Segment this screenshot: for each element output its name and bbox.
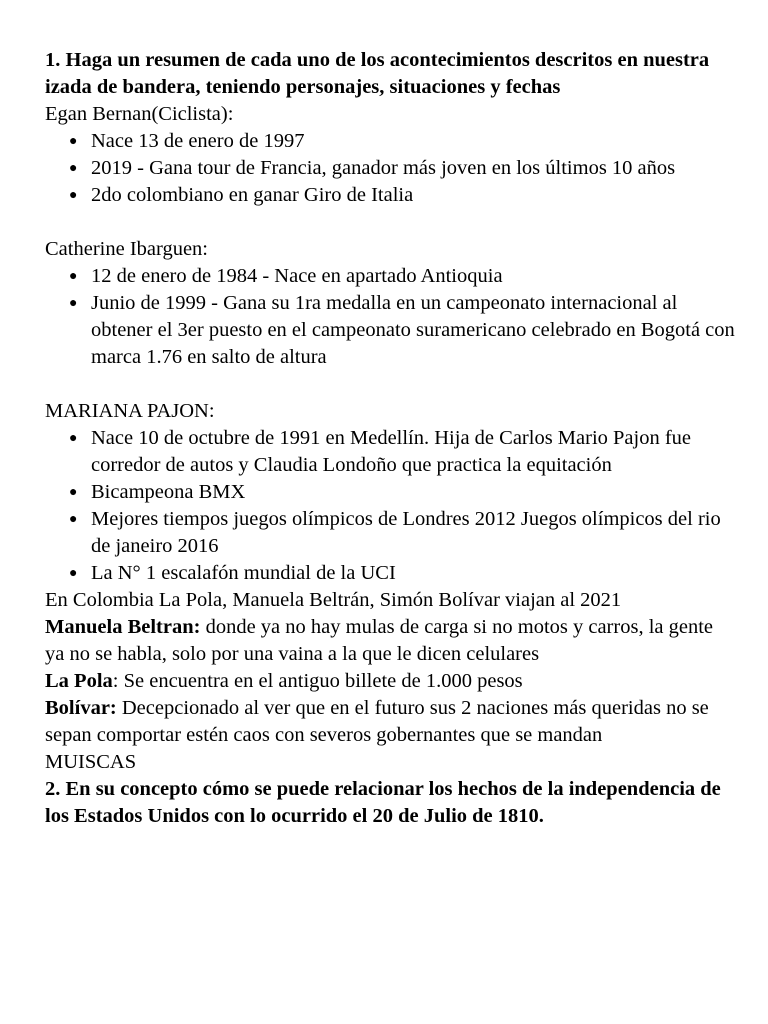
list-item	[69, 560, 735, 587]
bolivar-text: Decepcionado al ver que en el futuro sus 2 naciones más queridas no se sepan comportar estén caos con severos gobernantes que se mandan	[45, 697, 709, 746]
list-item-text: Nace 10 de octubre de 1991 en Medellín. Hija de Carlos Mario Pajon fue corredor de autos y Claudia Londoño que practica la equitación	[91, 427, 692, 476]
list-item	[69, 128, 735, 155]
list-item-text: 2019 - Gana tour de Francia, ganador más joven en los últimos 10 años	[91, 157, 676, 179]
manuela-label: Manuela Beltran:	[45, 616, 201, 638]
bolivar-label: Bolívar:	[45, 697, 117, 719]
list-item	[69, 479, 735, 506]
list-item-text: 2do colombiano en ganar Giro de Italia	[91, 184, 414, 206]
list-item-text: Nace 13 de enero de 1997	[91, 130, 305, 152]
list-item-text: 12 de enero de 1984 - Nace en apartado Antioquia	[91, 265, 503, 287]
bullet-icon: ●	[69, 161, 78, 176]
pola-paragraph	[45, 668, 735, 695]
question-2: 2. En su concepto cómo se puede relacionar los hechos de la independencia de los Estados Unidos con lo ocurrido el 20 de Julio de 1810.	[45, 778, 721, 827]
bullet-icon: ●	[69, 188, 78, 203]
document-page	[45, 47, 735, 830]
list-item	[69, 290, 735, 371]
egan-list	[45, 128, 735, 209]
list-item-text: Mejores tiempos juegos olímpicos de Londres 2012 Juegos olímpicos del rio de janeiro 2016	[91, 508, 721, 557]
bullet-icon: ●	[69, 485, 78, 500]
egan-heading: Egan Bernan(Ciclista):	[45, 103, 234, 125]
bullet-icon: ●	[69, 269, 78, 284]
pola-label: La Pola	[45, 670, 113, 692]
catherine-list	[45, 263, 735, 371]
list-item-text: Bicampeona BMX	[91, 481, 246, 503]
bullet-icon: ●	[69, 512, 78, 527]
muiscas-line: MUISCAS	[45, 751, 137, 773]
mariana-heading: MARIANA PAJON:	[45, 400, 215, 422]
spacer	[45, 209, 735, 236]
list-item-text: Junio de 1999 - Gana su 1ra medalla en un campeonato internacional al obtener el 3er puesto en el campeonato suramericano celebrado en Bogotá con marca 1.76 en salto de altura	[91, 292, 735, 368]
bullet-icon: ●	[69, 134, 78, 149]
pola-text: : Se encuentra en el antiguo billete de 1.000 pesos	[112, 670, 523, 692]
list-item	[69, 263, 735, 290]
list-item	[69, 155, 735, 182]
list-item	[69, 506, 735, 560]
manuela-paragraph	[45, 614, 735, 668]
manuela-text: donde ya no hay mulas de carga si no motos y carros, la gente ya no se habla, solo por una vaina a la que le dicen celulares	[45, 616, 714, 665]
colombia-line: En Colombia La Pola, Manuela Beltrán, Simón Bolívar viajan al 2021	[45, 589, 622, 611]
catherine-heading: Catherine Ibarguen:	[45, 238, 208, 260]
bullet-icon: ●	[69, 431, 78, 446]
question-1: 1. Haga un resumen de cada uno de los acontecimientos descritos en nuestra izada de bandera, teniendo personajes, situaciones y fechas	[45, 49, 710, 98]
list-item-text: La N° 1 escalafón mundial de la UCI	[91, 562, 396, 584]
bullet-icon: ●	[69, 296, 78, 311]
list-item	[69, 425, 735, 479]
bullet-icon: ●	[69, 566, 78, 581]
bolivar-paragraph	[45, 695, 735, 749]
mariana-list	[45, 425, 735, 587]
spacer	[45, 371, 735, 398]
list-item	[69, 182, 735, 209]
